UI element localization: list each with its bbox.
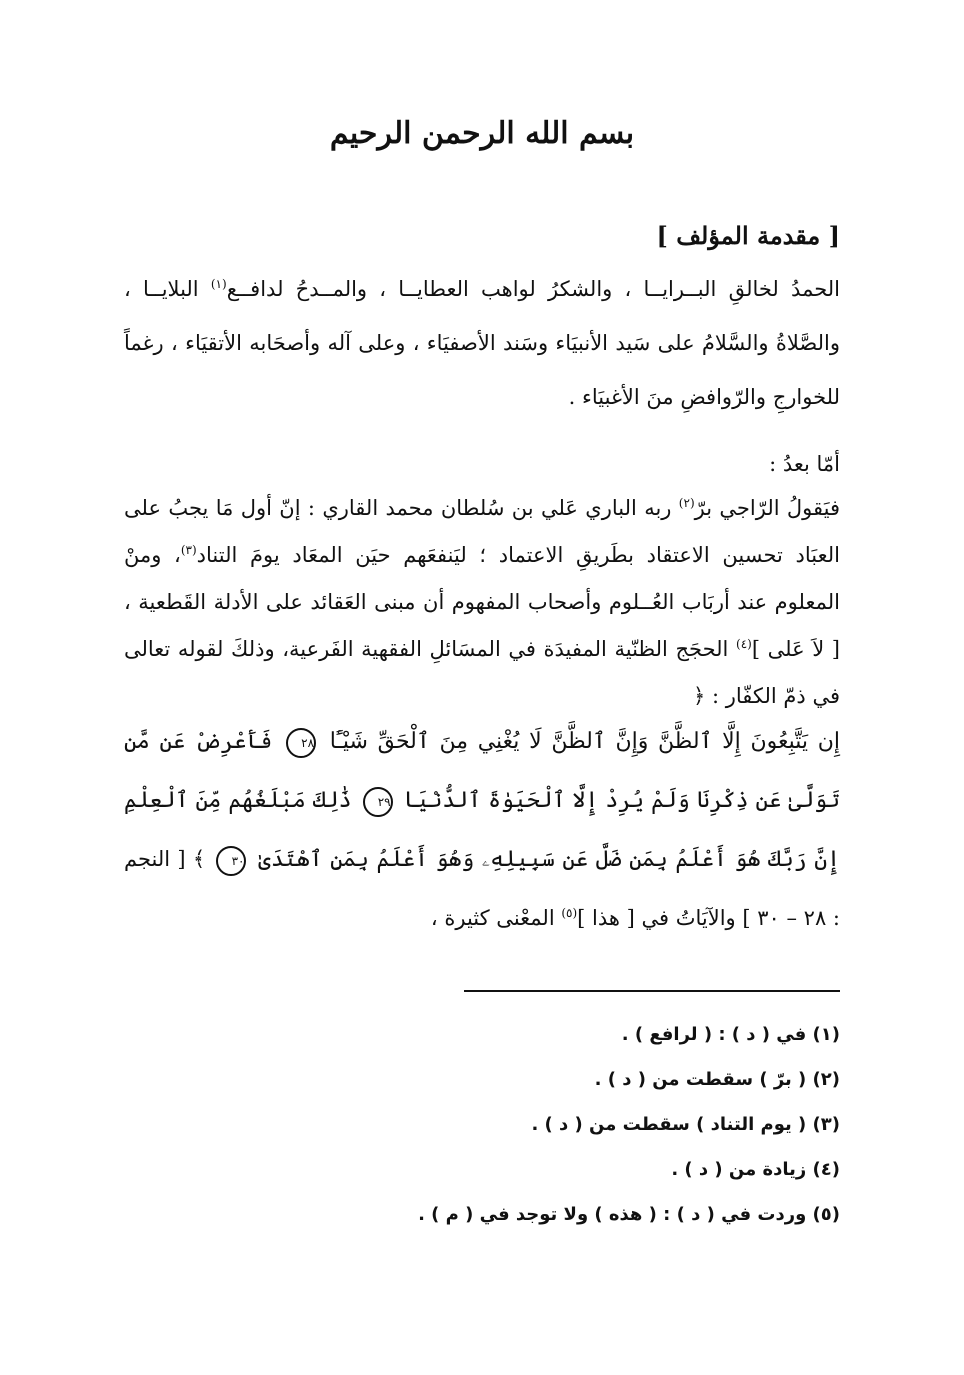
ayah-number-30: ٣٠ bbox=[216, 846, 246, 876]
basmala-heading: بسم الله الرحمن الرحيم bbox=[329, 116, 635, 151]
quran-verse-28: إِن يَتَّبِعُونَ إِلَّا ٱلظَّنَّ وَإِنَّ ٱلظَّنَّ لَا يُغْنِي مِنَ ٱلْحَقِّ شَيْـًٔا bbox=[320, 729, 840, 754]
paragraph-intro bbox=[124, 262, 840, 424]
footnote-ref-4: (٤) bbox=[736, 637, 752, 651]
footnote-2: (٢) ( برّ ) سقطت من ( د ) . bbox=[594, 1069, 840, 1090]
footnote-4: (٤) زيادة من ( د ) . bbox=[671, 1159, 840, 1180]
quran-verse-29: فَأَعْرِضْ عَن مَّن تَوَلَّىٰ عَن ذِكْرِنَا وَلَمْ يُرِدْ إِلَّا ٱلْحَيَوٰةَ ٱلدُّنْيَا bbox=[124, 729, 840, 813]
intro-text-cont: البلايــا ، والصَّلاةُ والسَّلامُ على سَيد الأنبيَاء وسَند الأصفيَاء ، وعلى آله وأصحَابه الأتقيَاء ، رغماً للخوارجِ والرّوافضِ منَ الأغبيَاء . bbox=[124, 277, 840, 409]
intro-text: الحمدُ لخالقِ البــرايــا ، والشكرُ لواهب العطايــا ، والمــدحُ لدافــع bbox=[226, 277, 840, 301]
main-text-f: المعْنى كثيرة ، bbox=[430, 906, 562, 930]
footnote-ref-5: (٥) bbox=[561, 906, 578, 920]
section-title: [ مقدمة المؤلف ] bbox=[656, 221, 840, 250]
ayah-number-29: ٢٩ bbox=[363, 787, 393, 817]
main-text-c: ، ومنْ المعلوم عند أربَاب العُــلوم وأصحاب المفهوم أن مبنى العَقائد على الأدلة القَطعية ، [ لاَ عَلى ] bbox=[124, 543, 840, 661]
quran-passage bbox=[124, 712, 840, 947]
main-text-b: ربه الباري عَلي بن سُلطان محمد القاري : إنّ أول مَا يجبُ على العبَاد تحسين الاعتقاد بطَريقِ الاعتماد ؛ ليَنفعَهم حيَن المعَاد يومَ التناد bbox=[124, 496, 840, 567]
footnote-ref-2: (٢) bbox=[678, 496, 695, 510]
ayah-number-28: ٢٨ bbox=[286, 728, 316, 758]
footnote-3: (٣) ( يوم التناد ) سقطت من ( د ) . bbox=[531, 1114, 840, 1135]
footnote-separator bbox=[464, 990, 840, 992]
footnote-ref-3: (٣) bbox=[180, 543, 197, 557]
footnotes-list bbox=[124, 1012, 840, 1237]
footnote-ref-1: (١) bbox=[210, 277, 227, 291]
citation-text: ﴾ [ النجم : ٢٨ – ٣٠ ] والآيَاتُ في [ هذا ] bbox=[124, 847, 840, 930]
quran-verse-30: ذَٰلِكَ مَبْلَغُهُم مِّنَ ٱلْعِلْمِ إِنَّ رَبَّكَ هُوَ أَعْلَمُ بِمَن ضَلَّ عَن سَبِيلِهِۦ وَهُوَ أَعْلَمُ بِمَنِ ٱهْتَدَىٰ bbox=[124, 788, 841, 872]
footnote-1: (١) في ( د ) : ( لرافع ) . bbox=[621, 1024, 840, 1045]
main-text-a: فيَقولُ الرّاجي برّ bbox=[694, 496, 841, 520]
amma-baad: أمّا بعدُ : bbox=[769, 452, 840, 476]
paragraph-main bbox=[124, 485, 840, 720]
main-text-d: الحجَج الظنّية المفيدَة في المسَائلِ الفقهية الفَرعية، وذلكَ لقوله تعالى في ذمّ الكفّار : ﴿ bbox=[124, 637, 840, 708]
footnote-5: (٥) وردت في ( د ) : ( هذه ) ولا توجد في ( م ) . bbox=[418, 1204, 840, 1225]
